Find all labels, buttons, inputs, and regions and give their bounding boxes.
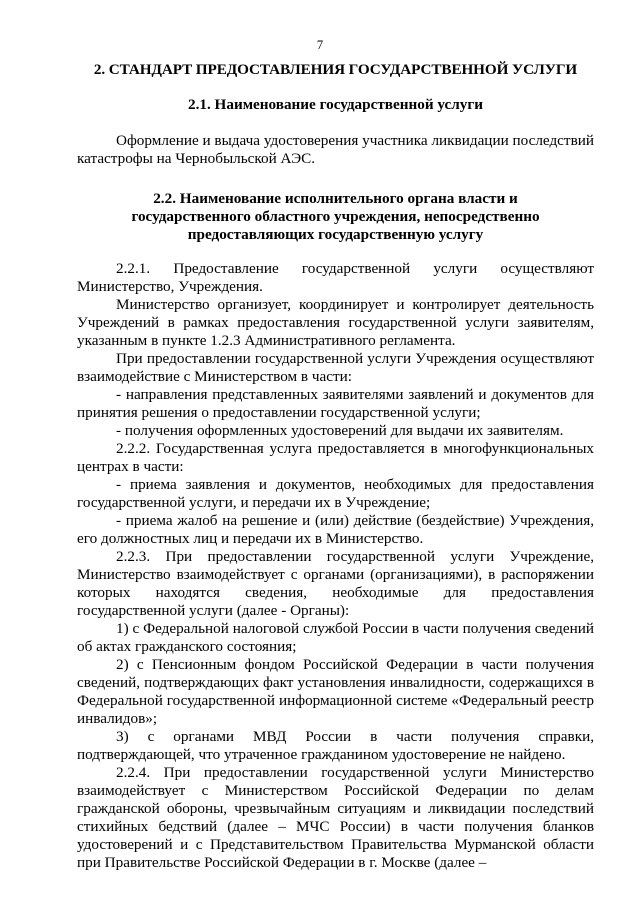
section-2-1-text: Оформление и выдача удостоверения участника ликвидации последствий катастрофы на Чернобыльской АЭС. (77, 132, 594, 167)
paragraph-2-2-2: 2.2.2. Государственная услуга предоставляется в многофункциональных центрах в части: (77, 440, 594, 475)
chapter-title: 2. СТАНДАРТ ПРЕДОСТАВЛЕНИЯ ГОСУДАРСТВЕННОЙ УСЛУГИ (93, 61, 578, 78)
list-item: - приема заявления и документов, необходимых для предоставления государственной услуги, и передачи их в Учреждение; (77, 476, 594, 511)
list-item: 3) с органами МВД России в части получения справки, подтверждающей, что утраченное гражданином удостоверение не найдено. (77, 728, 594, 763)
paragraph-2-2-4: 2.2.4. При предоставлении государственной услуги Министерство взаимодействует с Министерством Российской Федерации по делам гражданской обороны, чрезвычайным ситуациям и ликвидации последствий стихийных бедствий (далее – МЧС России) в части получения бланков удостоверений и с Представительством Правительства Мурманской области при Правительстве Российской Федерации в г. Москве (далее – (77, 764, 594, 871)
list-item: - приема жалоб на решение и (или) действие (бездействие) Учреждения, его должностных лиц и передачи их в Министерство. (77, 512, 594, 547)
paragraph-2-2-3: 2.2.3. При предоставлении государственной услуги Учреждение, Министерство взаимодействует с органами (организациями), в распоряжении которых находятся сведения, необходимые для предоставления государственной услуги (далее - Органы): (77, 548, 594, 619)
paragraph: При предоставлении государственной услуги Учреждения осуществляют взаимодействие с Министерством в части: (77, 350, 594, 385)
paragraph-2-2-1: 2.2.1. Предоставление государственной услуги осуществляют Министерство, Учреждения. (77, 260, 594, 295)
section-2-1-heading: 2.1. Наименование государственной услуги (187, 96, 484, 113)
list-item: - направления представленных заявителями заявлений и документов для принятия решения о предоставлении государственной услуги; (77, 386, 594, 421)
list-item: - получения оформленных удостоверений для выдачи их заявителям. (116, 422, 564, 439)
paragraph: Министерство организует, координирует и контролирует деятельность Учреждений в рамках предоставления государственной услуги заявителям, указанным в пункте 1.2.3 Административного регламента. (77, 296, 594, 349)
section-2-2-heading-line: государственного областного учреждения, непосредственно (131, 208, 540, 225)
section-2-2-heading-line: предоставляющих государственную услугу (187, 226, 484, 243)
section-2-2-heading (77, 190, 594, 244)
list-item: 1) с Федеральной налоговой службой России в части получения сведений об актах гражданского состояния; (77, 620, 594, 655)
document-body (77, 60, 594, 872)
page-number: 7 (316, 38, 324, 52)
section-2-2-body (77, 260, 594, 872)
section-2-2-heading-line: 2.2. Наименование исполнительного органа власти и (153, 190, 518, 207)
list-item: 2) с Пенсионным фондом Российской Федерации в части получения сведений, подтверждающих факт установления инвалидности, содержащихся в Федеральной государственной информационной системе «Федеральный реестр инвалидов»; (77, 656, 594, 727)
